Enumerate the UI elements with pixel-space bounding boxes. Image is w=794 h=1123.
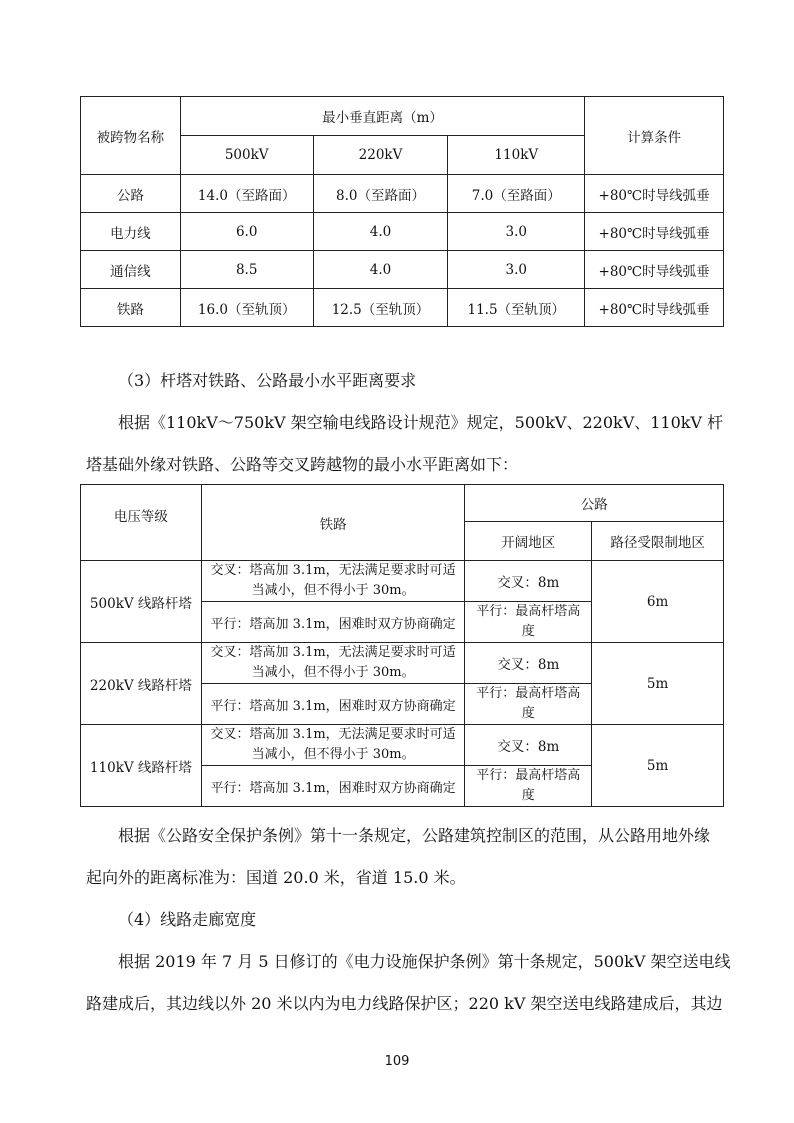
cell-220kv: 8.0（至路面） (313, 175, 448, 213)
row-voltage-level: 110kV 线路杆塔 (81, 725, 202, 807)
header-500kv: 500kV (180, 136, 313, 175)
crossing-line-2: 当减小，但不得小于 30m。 (251, 583, 415, 598)
cell-500kv: 6.0 (180, 213, 313, 251)
cell-open-crossing: 交叉：8m (465, 725, 592, 766)
cell-condition: +80℃时导线弧垂 (585, 251, 724, 289)
header-min-vertical-distance: 最小垂直距离（m） (180, 97, 584, 136)
row-name: 公路 (81, 175, 181, 213)
header-restricted-area: 路径受限制地区 (592, 522, 724, 561)
paragraph-2-line-1: 根据《公路安全保护条例》第十一条规定，公路建筑控制区的范围，从公路用地外缘 (118, 826, 711, 845)
crossing-line-1: 交叉：塔高加 3.1m，无法满足要求时可适 (210, 645, 456, 660)
table-row (81, 561, 724, 602)
crossing-line-1: 交叉：塔高加 3.1m，无法满足要求时可适 (210, 563, 456, 578)
cell-open-parallel (465, 766, 592, 807)
crossing-line-2: 当减小，但不得小于 30m。 (251, 665, 415, 680)
paragraph-1-line-2: 塔基础外缘对铁路、公路等交叉跨越物的最小水平距离如下： (86, 455, 519, 474)
row-voltage-level: 500kV 线路杆塔 (81, 561, 202, 643)
cell-220kv: 4.0 (313, 213, 448, 251)
crossing-line-2: 当减小，但不得小于 30m。 (251, 747, 415, 762)
cell-open-parallel (465, 602, 592, 643)
row-name: 通信线 (81, 251, 181, 289)
header-voltage-level: 电压等级 (81, 485, 202, 561)
cell-open-parallel (465, 684, 592, 725)
crossing-line-1: 交叉：塔高加 3.1m，无法满足要求时可适 (210, 727, 456, 742)
cell-500kv: 14.0（至路面） (180, 175, 313, 213)
cell-110kv: 11.5（至轨顶） (448, 289, 585, 327)
table-row (81, 643, 724, 684)
open-parallel-line-1: 平行：最高杆塔高 (476, 768, 581, 783)
cell-condition: +80℃时导线弧垂 (585, 175, 724, 213)
cell-restricted: 5m (592, 725, 724, 807)
table-row (81, 725, 724, 766)
cell-500kv: 8.5 (180, 251, 313, 289)
paragraph-3-line-2: 路建成后，其边线以外 20 米以内为电力线路保护区；220 kV 架空送电线路建成后，其边 (86, 994, 723, 1013)
open-parallel-line-2: 度 (521, 706, 535, 721)
header-open-area: 开阔地区 (465, 522, 592, 561)
cell-open-crossing: 交叉：8m (465, 561, 592, 602)
row-name: 铁路 (81, 289, 181, 327)
header-calc-condition: 计算条件 (585, 97, 724, 175)
cell-restricted: 5m (592, 643, 724, 725)
header-object-name: 被跨物名称 (81, 97, 181, 175)
cell-condition: +80℃时导线弧垂 (585, 213, 724, 251)
header-railway: 铁路 (201, 485, 465, 561)
open-parallel-line-2: 度 (521, 624, 535, 639)
cell-open-crossing: 交叉：8m (465, 643, 592, 684)
header-road: 公路 (465, 485, 724, 522)
page-number: 109 (384, 1054, 410, 1069)
open-parallel-line-1: 平行：最高杆塔高 (476, 604, 581, 619)
cell-restricted: 6m (592, 561, 724, 643)
row-name: 电力线 (81, 213, 181, 251)
cell-110kv: 3.0 (448, 213, 585, 251)
cell-railway-parallel: 平行：塔高加 3.1m，困难时双方协商确定 (201, 602, 465, 643)
header-110kv: 110kV (448, 136, 585, 175)
cell-railway-crossing (201, 643, 465, 684)
vertical-distance-table (80, 96, 724, 327)
table-row (81, 175, 724, 213)
cell-110kv: 3.0 (448, 251, 585, 289)
open-parallel-line-2: 度 (521, 788, 535, 803)
paragraph-1-line-1: 根据《110kV～750kV 架空输电线路设计规范》规定，500kV、220kV、110kV 杆 (118, 413, 724, 432)
row-voltage-level: 220kV 线路杆塔 (81, 643, 202, 725)
section-heading-4: （4）线路走廊宽度 (118, 910, 257, 929)
cell-railway-parallel: 平行：塔高加 3.1m，困难时双方协商确定 (201, 766, 465, 807)
cell-500kv: 16.0（至轨顶） (180, 289, 313, 327)
cell-220kv: 12.5（至轨顶） (313, 289, 448, 327)
open-parallel-line-1: 平行：最高杆塔高 (476, 686, 581, 701)
cell-110kv: 7.0（至路面） (448, 175, 585, 213)
header-220kv: 220kV (313, 136, 448, 175)
section-heading-3: （3）杆塔对铁路、公路最小水平距离要求 (118, 371, 417, 390)
cell-railway-crossing (201, 725, 465, 766)
table-row (81, 289, 724, 327)
paragraph-2-line-2: 起向外的距离标准为：国道 20.0 米，省道 15.0 米。 (86, 868, 466, 887)
cell-condition: +80℃时导线弧垂 (585, 289, 724, 327)
cell-220kv: 4.0 (313, 251, 448, 289)
table-row (81, 213, 724, 251)
cell-railway-parallel: 平行：塔高加 3.1m，困难时双方协商确定 (201, 684, 465, 725)
table-row (81, 251, 724, 289)
horizontal-distance-table (80, 484, 724, 807)
cell-railway-crossing (201, 561, 465, 602)
paragraph-3-line-1: 根据 2019 年 7 月 5 日修订的《电力设施保护条例》第十条规定，500kV 架空送电线 (118, 952, 731, 971)
